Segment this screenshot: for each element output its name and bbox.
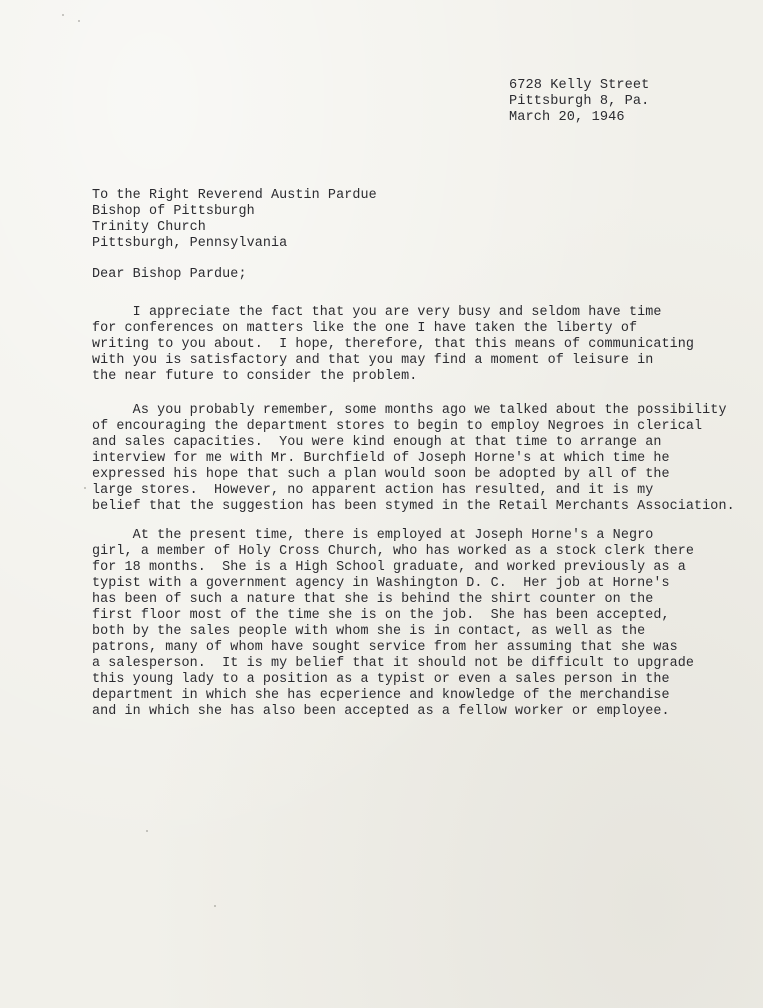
paragraph-3-line: a salesperson. It is my belief that it should not be difficult to upgrade (92, 656, 695, 671)
paragraph-2-line: expressed his hope that such a plan would soon be adopted by all of the (92, 467, 670, 482)
paper-speck (62, 14, 64, 16)
sender-city: Pittsburgh 8, Pa. (509, 94, 650, 109)
recipient-title: Bishop of Pittsburgh (92, 204, 255, 219)
paragraph-3-line: both by the sales people with whom she is in contact, as well as the (92, 624, 646, 639)
paragraph-3-line: has been of such a nature that she is behind the shirt counter on the (92, 592, 654, 607)
paragraph-3-line: department in which she has ecperience and knowledge of the merchandise (92, 688, 670, 703)
paragraph-3-line: this young lady to a position as a typist or even a sales person in the (92, 672, 670, 687)
paragraph-1-line: I appreciate the fact that you are very busy and seldom have time (92, 305, 662, 320)
paragraph-1-line: with you is satisfactory and that you may find a moment of leisure in (92, 353, 654, 368)
paragraph-2-line: large stores. However, no apparent action has resulted, and it is my (92, 483, 654, 498)
paragraph-1-line: for conferences on matters like the one I have taken the liberty of (92, 321, 638, 336)
recipient-name: To the Right Reverend Austin Pardue (92, 188, 377, 203)
recipient-church: Trinity Church (92, 220, 206, 235)
salutation: Dear Bishop Pardue; (92, 267, 247, 282)
paper-speck (84, 487, 86, 489)
paragraph-2-line: of encouraging the department stores to begin to employ Negroes in clerical (92, 419, 703, 434)
paragraph-2-line: and sales capacities. You were kind enough at that time to arrange an (92, 435, 662, 450)
paragraph-2-line: As you probably remember, some months ago we talked about the possibility (92, 403, 727, 418)
letter-date: March 20, 1946 (509, 110, 625, 125)
paragraph-3-line: for 18 months. She is a High School graduate, and worked previously as a (92, 560, 686, 575)
paragraph-1-line: the near future to consider the problem. (92, 369, 418, 384)
paragraph-2-line: belief that the suggestion has been stymed in the Retail Merchants Association. (92, 499, 735, 514)
paragraph-3-line: At the present time, there is employed at Joseph Horne's a Negro (92, 528, 654, 543)
paragraph-3-line: and in which she has also been accepted as a fellow worker or employee. (92, 704, 670, 719)
paragraph-3-line: patrons, many of whom have sought service from her assuming that she was (92, 640, 678, 655)
paper-speck (214, 905, 216, 907)
paragraph-2-line: interview for me with Mr. Burchfield of Joseph Horne's at which time he (92, 451, 670, 466)
paragraph-1-line: writing to you about. I hope, therefore, that this means of communicating (92, 337, 695, 352)
sender-street: 6728 Kelly Street (509, 78, 650, 93)
paragraph-3-line: first floor most of the time she is on the job. She has been accepted, (92, 608, 670, 623)
paragraph-3-line: girl, a member of Holy Cross Church, who has worked as a stock clerk there (92, 544, 695, 559)
paper-speck (146, 830, 148, 832)
paragraph-3-line: typist with a government agency in Washington D. C. Her job at Horne's (92, 576, 670, 591)
paper-speck (78, 20, 80, 22)
recipient-city: Pittsburgh, Pennsylvania (92, 236, 288, 251)
